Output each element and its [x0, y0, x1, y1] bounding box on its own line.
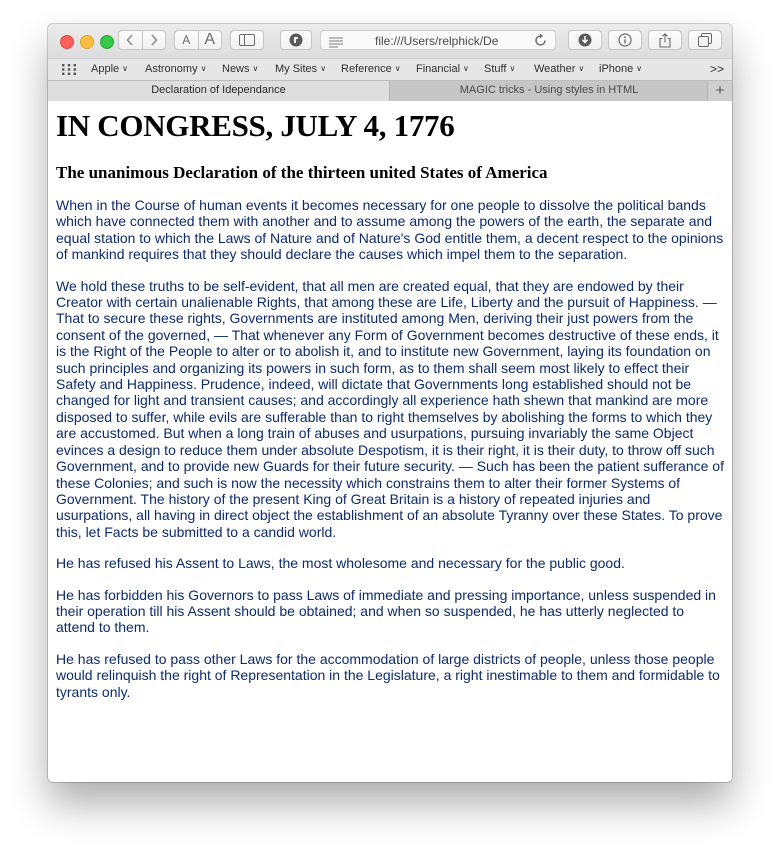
- info-button[interactable]: [608, 30, 642, 50]
- bookmark-astronomy[interactable]: Astronomy ∨: [145, 63, 207, 75]
- bookmark-weather[interactable]: Weather ∨: [534, 63, 585, 75]
- chevron-down-icon: ∨: [320, 64, 327, 73]
- tab-bar: [48, 80, 732, 102]
- sidebar-icon: [239, 34, 255, 46]
- sidebar-button[interactable]: [230, 30, 264, 50]
- tabs-overview-icon: [698, 33, 712, 47]
- bookmark-financial[interactable]: Financial ∨: [416, 63, 469, 75]
- chevron-down-icon: ∨: [463, 64, 469, 73]
- chevron-down-icon: ∨: [394, 64, 401, 73]
- tab-declaration[interactable]: Declaration of Idependance: [48, 81, 390, 101]
- tabs-overview-button[interactable]: [688, 30, 722, 50]
- bookmark-reference[interactable]: Reference ∨: [341, 63, 401, 75]
- bookmark-apple[interactable]: Apple ∨: [91, 63, 128, 75]
- extension-button[interactable]: [280, 30, 312, 50]
- paragraph: He has refused his Assent to Laws, the most wholesome and necessary for the public good.: [56, 555, 625, 572]
- bookmark-iphone[interactable]: iPhone ∨: [599, 63, 643, 75]
- font-smaller-button[interactable]: A: [182, 33, 191, 47]
- close-icon[interactable]: [60, 35, 74, 49]
- paragraph: He has forbidden his Governors to pass Laws of immediate and pressing importance, unless suspended in their operation till his Assent should be obtained; and when so suspended, he has utterly neglected to attend to them.: [56, 586, 716, 636]
- address-bar[interactable]: [320, 30, 556, 50]
- chevron-down-icon: ∨: [578, 64, 585, 73]
- extension-icon: [289, 33, 303, 47]
- new-tab-button[interactable]: [707, 81, 732, 101]
- toolbar: [48, 24, 732, 58]
- font-size-group: [174, 30, 222, 50]
- info-icon: [618, 33, 632, 47]
- minimize-icon[interactable]: [80, 35, 94, 49]
- paragraph: He has refused to pass other Laws for the accommodation of large districts of people, unless those people would relinquish the right of Representation in the Legislature, a right inestimable to them and formidable to tyrants only.: [56, 650, 720, 700]
- tab-magic-tricks[interactable]: MAGIC tricks - Using styles in HTML: [390, 81, 708, 101]
- chevron-down-icon: ∨: [122, 64, 128, 73]
- url-text: file:///Users/relphick/De: [375, 34, 499, 48]
- chevron-right-icon: [150, 34, 158, 46]
- bookmark-stuff[interactable]: Stuff ∨: [484, 63, 516, 75]
- download-icon: [578, 33, 592, 47]
- page-subtitle: The unanimous Declaration of the thirteen united States of America: [56, 163, 548, 182]
- reader-icon[interactable]: [329, 35, 343, 53]
- grid-icon[interactable]: [62, 64, 76, 78]
- paragraph: We hold these truths to be self-evident, that all men are created equal, that they are endowed by their Creator with certain unalienable Rights, that among these are Life, Liberty and the pursuit of Happiness. — That to secure these rights, Governments are instituted among Men, deriving their just powers from the consent of the governed, — That whenever any Form of Government becomes destructive of these ends, it is the Right of the People to alter or to abolish it, and to institute new Government, laying its foundation on such principles and organizing its powers in such form, as to them shall seem most likely to effect their Safety and Happiness. Prudence, indeed, will dictate that Governments long established should not be changed for light and transient causes; and accordingly all experience hath shewn that mankind are more disposed to suffer, while evils are sufferable than to right themselves by abolishing the forms to which they are accustomed. But when a long train of abuses and usurpations, pursuing invariably the same Object evinces a design to reduce them under absolute Despotism, it is their right, it is their duty, to throw off such Government, and to provide new Guards for their future security. — Such has been the patient sufferance of these Colonies; and such is now the necessity which constrains them to alter their former Systems of Government. The history of the present King of Great Britain is a history of repeated injuries and usurpations, all having in direct object the establishment of an absolute Tyranny over these States. To prove this, let Facts be submitted to a candid world.: [56, 277, 724, 540]
- downloads-button[interactable]: [568, 30, 602, 50]
- browser-window: [48, 24, 732, 782]
- back-forward-group: [118, 30, 166, 50]
- reload-icon[interactable]: [535, 33, 547, 50]
- forward-button[interactable]: [142, 31, 166, 49]
- back-button[interactable]: [119, 31, 142, 49]
- share-icon: [659, 33, 671, 48]
- page-title: IN CONGRESS, JULY 4, 1776: [56, 108, 455, 143]
- font-larger-button[interactable]: A: [198, 31, 222, 49]
- bookmark-my-sites[interactable]: My Sites ∨: [275, 63, 327, 75]
- chevron-left-icon: [126, 34, 134, 46]
- chevron-down-icon: ∨: [200, 64, 207, 73]
- chevron-down-icon: ∨: [636, 64, 643, 73]
- share-button[interactable]: [648, 30, 682, 50]
- bookmark-news[interactable]: News ∨: [222, 63, 259, 75]
- paragraph: When in the Course of human events it becomes necessary for one people to dissolve the political bands which have connected them with another and to assume among the powers of the earth, the separate and equal station to which the Laws of Nature and of Nature's God entitle them, a decent respect to the opinions of mankind requires that they should declare the causes which impel them to the separation.: [56, 197, 724, 263]
- chevron-down-icon: ∨: [252, 64, 259, 73]
- page-content: [48, 101, 732, 782]
- bookmarks-bar: [48, 58, 732, 81]
- bookmarks-overflow-button[interactable]: >>: [709, 62, 724, 76]
- zoom-icon[interactable]: [100, 35, 114, 49]
- chevron-down-icon: ∨: [509, 64, 516, 73]
- plus-icon: +: [715, 82, 725, 99]
